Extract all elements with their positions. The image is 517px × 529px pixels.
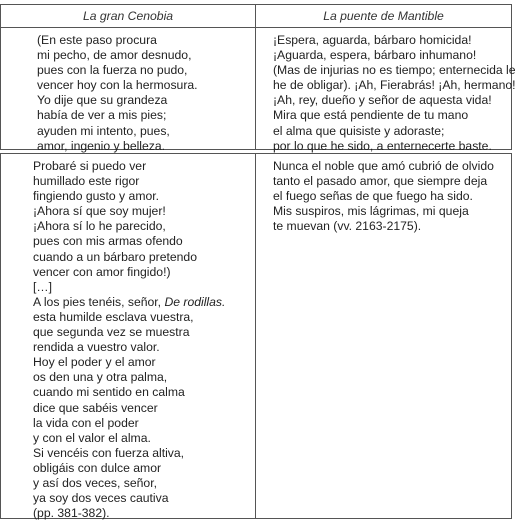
verse-line: el fuego señas de que fuego ha sido. [273,189,473,204]
column-la-puente-de-mantible-continued [256,154,511,518]
verse-line: cuando a un bárbaro pretendo [33,249,197,264]
column-la-gran-cenobia-continued [1,154,256,521]
verse-line: rendida a vuestro valor. [33,340,160,355]
verse-line: (En este paso procura [37,33,157,47]
verse-line: (pp. 381-382). [33,506,110,521]
verse-line: Hoy el poder y el amor [33,355,156,370]
verse-line: y así dos veces, señor, [33,475,157,490]
verse-line: y con el valor el alma. [33,430,151,445]
verse-line: la vida con el poder [33,415,139,430]
verse-line: fingiendo gusto y amor. [33,189,160,204]
verse-line: ¡Aguarda, espera, bárbaro inhumano! [273,48,477,63]
verse-line: había de ver a mis pies; [37,108,167,123]
verse-line: por lo que he sido, a enternecerte baste. [273,138,492,153]
verse-line: vencer con amor fingido!) [33,264,171,279]
verse-line [33,295,255,310]
verse-line: Yo dije que su grandeza [37,93,168,108]
verse-block [256,154,511,234]
verse-line: ¡Espera, aguarda, bárbaro homicida! [273,33,472,47]
verse-line: ¡Ah, rey, dueño y señor de aquesta vida! [273,93,492,108]
verse-block [1,28,255,154]
verse-line: esta humilde esclava vuestra, [33,309,194,324]
verse-line: dice que sabéis vencer [33,400,158,415]
verse-line: tanto el pasado amor, que siempre deja [273,174,488,189]
verse-line: Probaré si puedo ver [33,159,147,173]
verse-line: el alma que quisiste y adoraste; [273,123,445,138]
comparison-table-bottom [0,153,512,519]
verse-line: cuando mi sentido en calma [33,385,185,400]
verse-line: vencer hoy con la hermosura. [37,78,198,93]
verse-line: mi pecho, de amor desnudo, [37,48,192,63]
verse-line-text: A los pies tenéis, señor, [33,294,165,309]
verse-line: humillado este rigor [33,174,140,189]
column-header: La puente de Mantible [256,5,511,28]
verse-line: ¡Ahora sí que soy mujer! [33,204,166,219]
verse-line: que segunda vez se muestra [33,325,190,340]
verse-line: he de obligar). ¡Ah, Fierabrás! ¡Ah, hermano! [273,78,516,93]
verse-line: ayuden mi intento, pues, [37,123,170,138]
verse-line: pues con la fuerza no pudo, [37,63,188,78]
verse-line: os den una y otra palma, [33,370,168,385]
verse-line: […] [33,279,52,294]
verse-line: Mis suspiros, mis lágrimas, mi queja [273,204,469,219]
verse-line: amor, ingenio y belleza. [37,138,166,153]
verse-line: Mira que está pendiente de tu mano [273,108,469,123]
verse-line: ya soy dos veces cautiva [33,491,169,506]
verse-block [1,154,255,521]
verse-line: Si vencéis con fuerza altiva, [33,445,185,460]
verse-line: pues con mis armas ofendo [33,234,183,249]
verse-line: ¡Ahora sí lo he parecido, [33,219,166,234]
verse-line: te muevan (vv. 2163-2175). [273,219,422,234]
stage-direction: De rodillas. [164,294,226,309]
verse-block [256,28,516,154]
column-header: La gran Cenobia [1,5,255,28]
verse-line: Nunca el noble que amó cubrió de olvido [273,159,494,173]
column-la-gran-cenobia [1,5,256,153]
verse-line: obligáis con dulce amor [33,460,162,475]
column-la-puente-de-mantible [256,5,516,153]
comparison-table-top [0,4,516,153]
verse-line: (Mas de injurias no es tiempo; enternecida le [273,63,516,78]
